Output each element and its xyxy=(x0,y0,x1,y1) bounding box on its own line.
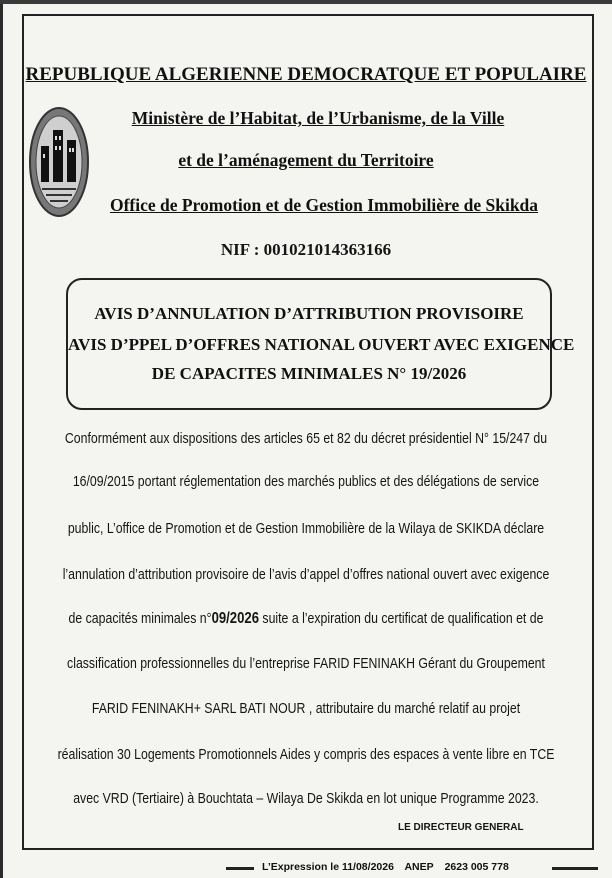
body-line-9: avec VRD (Tertiaire) à Bouchtata – Wilaya De Skikda en lot unique Programme 2023. xyxy=(73,790,539,807)
body-line-3: public, L’office de Promotion et de Gestion Immobilière de la Wilaya de SKIKDA déclare xyxy=(67,520,545,537)
scan-edge-top xyxy=(0,0,612,4)
footer-reference: 2623 005 778 xyxy=(444,861,509,873)
footer-rule-right xyxy=(552,867,598,870)
notice-title-line-2: AVIS D’PPEL D’OFFRES NATIONAL OUVERT AVEC EXIGENCE xyxy=(68,335,575,354)
footer-publication: L’Expression le 11/08/2026 xyxy=(262,861,394,873)
body-line-5 xyxy=(55,610,557,628)
scan-edge-left xyxy=(0,0,3,878)
signature-title: LE DIRECTEUR GENERAL xyxy=(398,822,524,833)
republic-heading: REPUBLIQUE ALGERIENNE DEMOCRATQUE ET POPULAIRE xyxy=(25,64,587,85)
footer-text xyxy=(262,861,517,873)
notice-title-line-1: AVIS D’ANNULATION D’ATTRIBUTION PROVISOIRE xyxy=(94,304,524,323)
notice-title-line-3: DE CAPACITES MINIMALES N° 19/2026 xyxy=(151,364,467,383)
ministry-line-1: Ministère de l’Habitat, de l’Urbanisme, de la Ville xyxy=(131,108,505,128)
publication-footer xyxy=(0,860,612,876)
office-name: Office de Promotion et de Gestion Immobilière de Skikda xyxy=(109,195,539,215)
body-line-5-end: suite a l’expiration du certificat de qualification et de xyxy=(259,610,544,627)
body-line-4: l’annulation d’attribution provisoire de l’avis d’appel d’offres national ouvert avec exigence xyxy=(62,566,550,583)
footer-agency: ANEP xyxy=(404,861,434,873)
body-line-8: réalisation 30 Logements Promotionnels Aides y compris des espaces à vente libre en TCE xyxy=(57,746,555,763)
body-line-7: FARID FENINAKH+ SARL BATI NOUR , attributaire du marché relatif au projet xyxy=(91,700,521,717)
ministry-line-2: et de l’aménagement du Territoire xyxy=(178,150,434,170)
body-line-2: 16/09/2015 portant réglementation des marchés publics et des délégations de service xyxy=(72,473,540,490)
tender-number: 09/2026 xyxy=(211,610,260,627)
notice-title-box xyxy=(66,278,575,410)
body-line-5-start: de capacités minimales n° xyxy=(68,610,212,627)
footer-rule-left xyxy=(226,867,254,870)
nif-number: NIF : 001021014363166 xyxy=(220,240,392,259)
body-line-6: classification professionnelles du l’entreprise FARID FENINAKH Gérant du Groupement xyxy=(67,655,545,672)
body-line-1: Conformément aux dispositions des articles 65 et 82 du décret présidentiel N° 15/247 du xyxy=(64,430,548,447)
